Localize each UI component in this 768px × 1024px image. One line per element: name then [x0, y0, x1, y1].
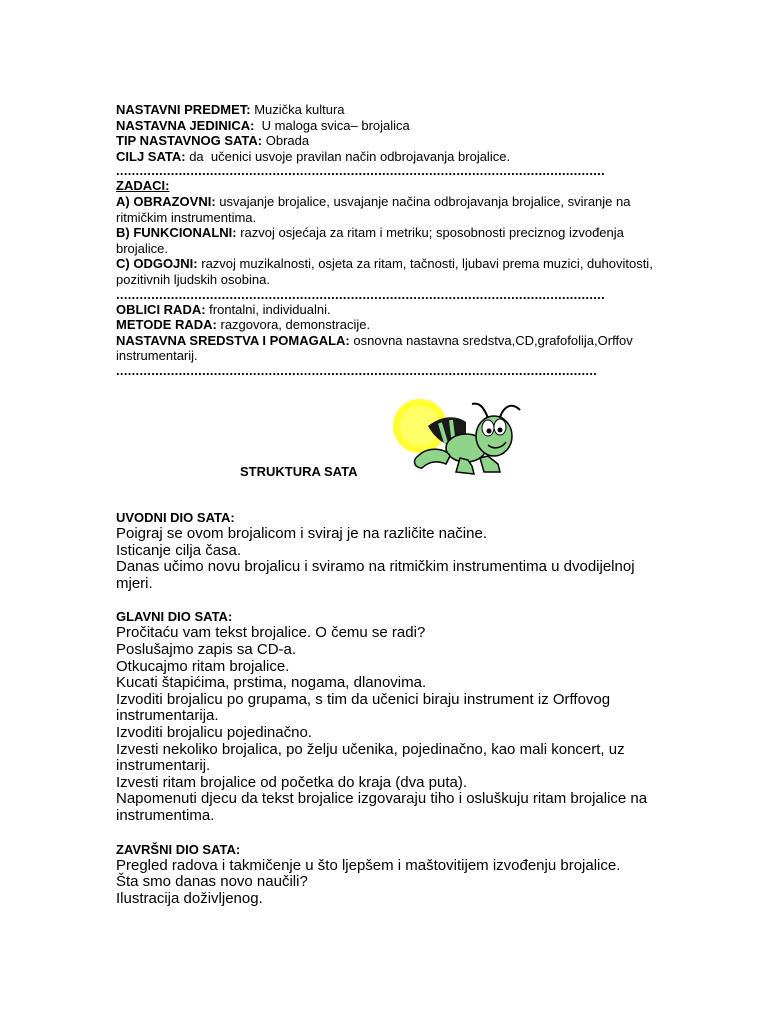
glavni-line: Izvesti nekoliko brojalica, po želju učenika, pojedinačno, kao mali koncert, uz instrumentarij. — [116, 740, 625, 775]
glavni-title: GLAVNI DIO SATA: — [116, 609, 233, 625]
zavrsni-title: ZAVRŠNI DIO SATA: — [116, 841, 241, 857]
tip-line: TIP NASTAVNOG SATA: Obrada — [116, 133, 310, 149]
metode-rada: METODE RADA: razgovora, demonstracije. — [116, 317, 371, 333]
oblici-rada: OBLICI RADA: frontalni, individualni. — [116, 301, 331, 317]
jedinica-line: NASTAVNA JEDINICA: U maloga svica– brojalica — [116, 117, 410, 133]
glavni-line: Izvesti ritam brojalice od početka do kraja (dva puta). — [116, 773, 467, 791]
zadatak-obrazovni: A) OBRAZOVNI: usvajanje brojalice, usvajanje načina odbrojavanja brojalice, sviranje na ritmičkim instrumentima. — [116, 193, 631, 225]
dotted-divider: ............................................................................................................................. — [116, 287, 605, 302]
glavni-line: Izvoditi brojalicu pojedinačno. — [116, 723, 312, 741]
zadaci-title: ZADACI: — [116, 178, 170, 194]
uvodni-line: Isticanje cilja časa. — [116, 541, 242, 559]
glavni-line: Kucati štapićima, prstima, nogama, dlanovima. — [116, 674, 427, 692]
uvodni-title: UVODNI DIO SATA: — [116, 510, 235, 525]
dotted-divider: ........................................................................................................................... — [116, 363, 598, 378]
glavni-line: Poslušajmo zapis sa CD-a. — [116, 640, 297, 658]
uvodni-line: Danas učimo novu brojalicu i sviramo na ritmičkim instrumentima u dvodijelnoj mjeri. — [116, 558, 635, 592]
struktura-title: STRUKTURA SATA — [240, 464, 358, 479]
zadatak-odgojni: C) ODGOJNI: razvoj muzikalnosti, osjeta za ritam, tačnosti, ljubavi prema muzici, duhovitosti, pozitivnih ljudskih osobina. — [116, 256, 653, 287]
zavrsni-line: Pregled radova i takmičenje u što ljepšem i maštovitijem izvođenju brojalice. — [116, 856, 621, 874]
glavni-line: Pročitaću vam tekst brojalice. O čemu se radi? — [116, 624, 426, 642]
zavrsni-line: Šta smo danas novo naučili? — [116, 873, 308, 891]
zadatak-funkcionalni: B) FUNKCIONALNI: razvoj osjećaja za ritam i metriku; sposobnosti preciznog izvođenja brojalice. — [116, 225, 624, 256]
uvodni-line: Poigraj se ovom brojalicom i sviraj je na različite načine. — [116, 525, 487, 542]
glavni-line: Napomenuti djecu da tekst brojalice izgovaraju tiho i osluškuju ritam brojalice na instrumentima. — [116, 790, 648, 824]
cilj-line: CILJ SATA: da učenici usvoje pravilan način odbrojavanja brojalice. — [116, 148, 511, 164]
nastavna-sredstva: NASTAVNA SREDSTVA I POMAGALA: osnovna nastavna sredstva,CD,grafofolija,Orffov instrumentarij. — [116, 332, 633, 364]
predmet-line: NASTAVNI PREDMET: Muzička kultura — [116, 102, 345, 117]
firefly-icon — [388, 398, 538, 483]
lesson-header — [116, 102, 656, 378]
glavni-line: Izvoditi brojalicu po grupama, s tim da učenici biraju instrument iz Orffovog instrumentarija. — [116, 690, 611, 725]
lesson-structure — [116, 510, 661, 907]
dotted-divider: ............................................................................................................................. — [116, 164, 605, 179]
glavni-line: Otkucajmo ritam brojalice. — [116, 657, 290, 675]
zavrsni-line: Ilustracija doživljenog. — [116, 889, 263, 907]
